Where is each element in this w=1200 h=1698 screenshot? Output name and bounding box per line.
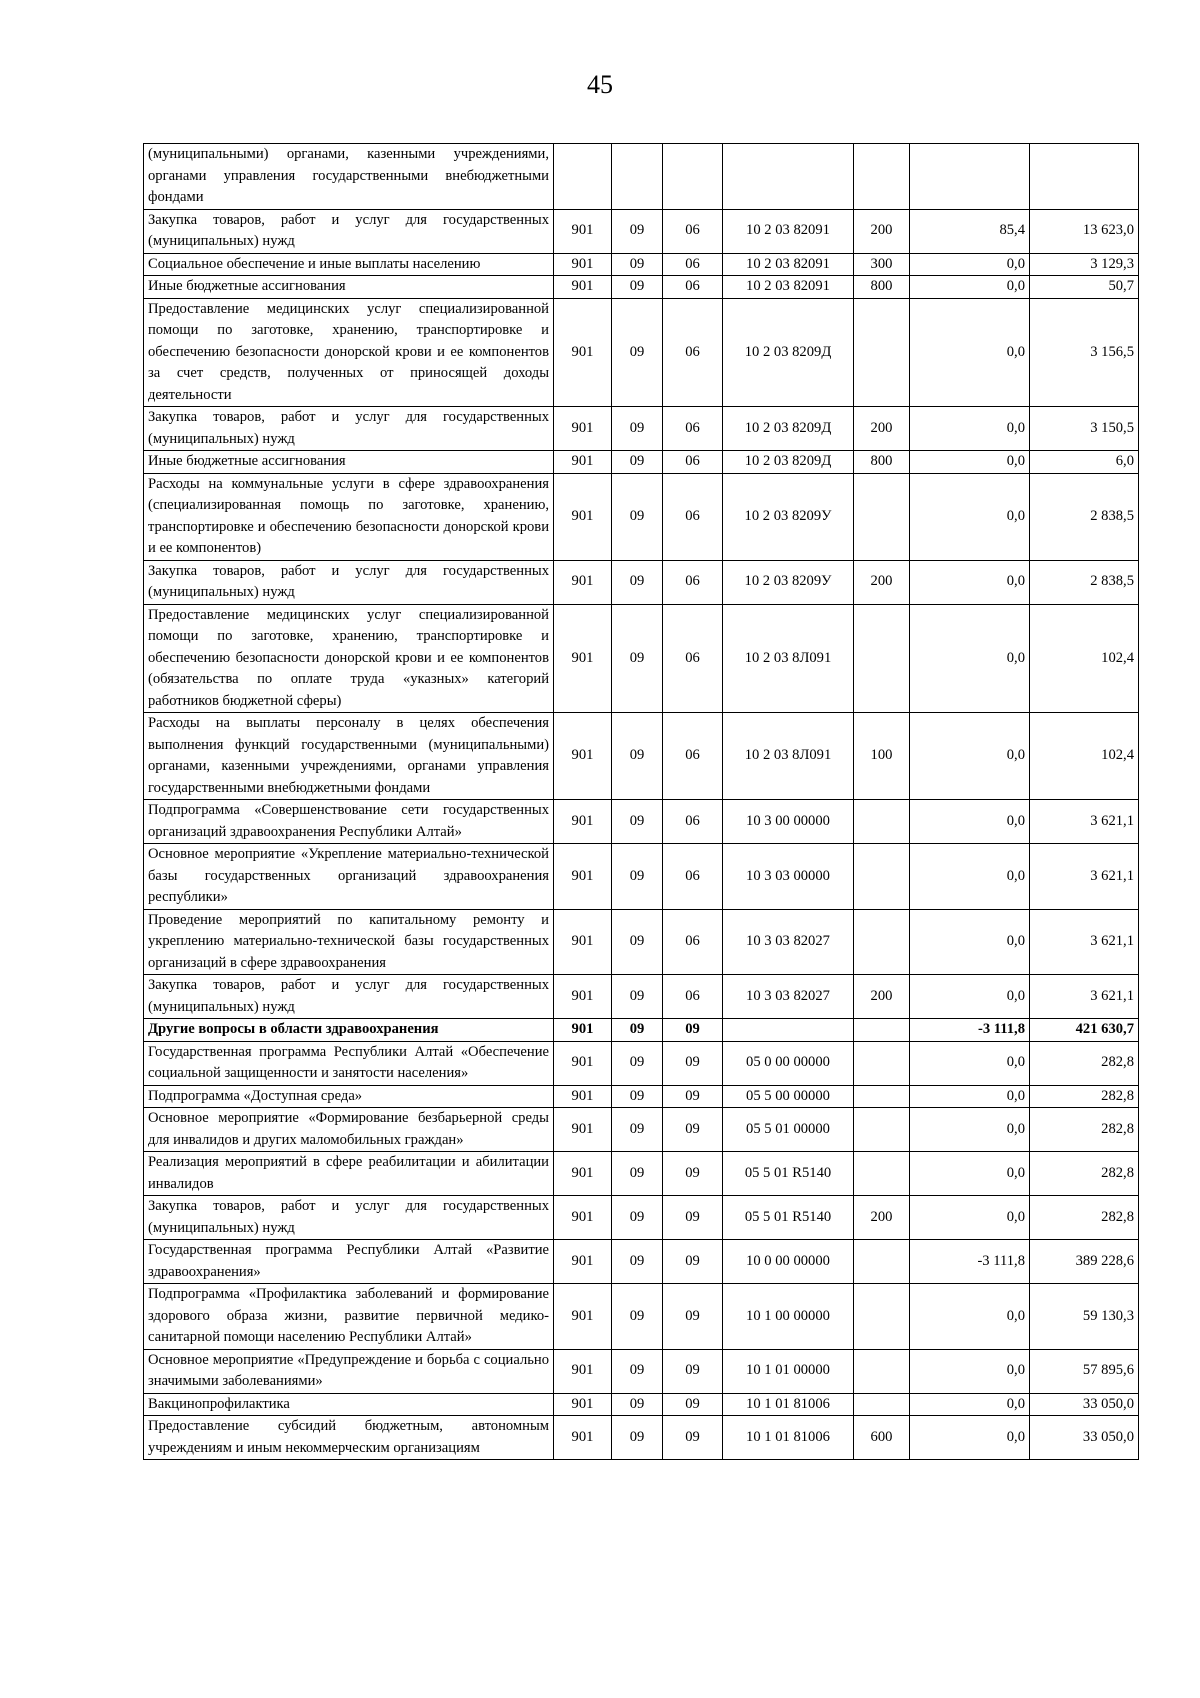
budget-table bbox=[143, 143, 1139, 1460]
change-amount-cell: 0,0 bbox=[910, 604, 1030, 713]
expense-type-code-cell bbox=[854, 1108, 910, 1152]
change-amount-cell: 0,0 bbox=[910, 844, 1030, 910]
change-amount-cell: 0,0 bbox=[910, 451, 1030, 474]
item-name-cell: Основное мероприятие «Предупреждение и борьба с социально значимыми заболеваниями» bbox=[144, 1349, 554, 1393]
ministry-code-cell: 901 bbox=[554, 844, 612, 910]
total-amount-cell: 282,8 bbox=[1030, 1152, 1139, 1196]
expense-type-code-cell: 200 bbox=[854, 1196, 910, 1240]
ministry-code-cell: 901 bbox=[554, 1108, 612, 1152]
table-row bbox=[144, 800, 1139, 844]
section-code-cell: 09 bbox=[612, 1240, 663, 1284]
ministry-code-cell: 901 bbox=[554, 1019, 612, 1042]
target-item-code-cell: 10 1 01 00000 bbox=[723, 1349, 854, 1393]
section-code-cell: 09 bbox=[612, 473, 663, 560]
ministry-code-cell: 901 bbox=[554, 276, 612, 299]
table-row bbox=[144, 253, 1139, 276]
subsection-code-cell: 06 bbox=[663, 276, 723, 299]
change-amount-cell: -3 111,8 bbox=[910, 1240, 1030, 1284]
ministry-code-cell: 901 bbox=[554, 1284, 612, 1350]
subsection-code-cell bbox=[663, 144, 723, 210]
target-item-code-cell: 10 2 03 82091 bbox=[723, 276, 854, 299]
section-code-cell: 09 bbox=[612, 1041, 663, 1085]
item-name-cell: Расходы на коммунальные услуги в сфере здравоохранения (специализированная помощь по заготовке, хранению, транспортировке и обеспечению безопасности донорской крови и ее компонентов) bbox=[144, 473, 554, 560]
target-item-code-cell: 10 2 03 8209У bbox=[723, 560, 854, 604]
change-amount-cell: 0,0 bbox=[910, 253, 1030, 276]
target-item-code-cell: 10 3 03 82027 bbox=[723, 975, 854, 1019]
total-amount-cell: 2 838,5 bbox=[1030, 560, 1139, 604]
table-row bbox=[144, 1196, 1139, 1240]
ministry-code-cell: 901 bbox=[554, 407, 612, 451]
subsection-code-cell: 06 bbox=[663, 451, 723, 474]
target-item-code-cell: 10 3 03 00000 bbox=[723, 844, 854, 910]
total-amount-cell: 3 156,5 bbox=[1030, 298, 1139, 407]
table-row bbox=[144, 1019, 1139, 1042]
target-item-code-cell: 10 1 01 81006 bbox=[723, 1393, 854, 1416]
expense-type-code-cell: 800 bbox=[854, 276, 910, 299]
expense-type-code-cell bbox=[854, 1019, 910, 1042]
ministry-code-cell: 901 bbox=[554, 1349, 612, 1393]
target-item-code-cell: 10 2 03 8209Д bbox=[723, 451, 854, 474]
table-row bbox=[144, 407, 1139, 451]
item-name-cell: Основное мероприятие «Укрепление материально-технической базы государственных организаций здравоохранения республики» bbox=[144, 844, 554, 910]
subsection-code-cell: 09 bbox=[663, 1240, 723, 1284]
expense-type-code-cell bbox=[854, 1041, 910, 1085]
subsection-code-cell: 06 bbox=[663, 298, 723, 407]
total-amount-cell: 6,0 bbox=[1030, 451, 1139, 474]
table-row bbox=[144, 909, 1139, 975]
item-name-cell: Закупка товаров, работ и услуг для государственных (муниципальных) нужд bbox=[144, 1196, 554, 1240]
target-item-code-cell bbox=[723, 144, 854, 210]
total-amount-cell: 3 621,1 bbox=[1030, 844, 1139, 910]
section-code-cell: 09 bbox=[612, 1196, 663, 1240]
section-code-cell: 09 bbox=[612, 560, 663, 604]
target-item-code-cell: 10 1 01 81006 bbox=[723, 1416, 854, 1460]
change-amount-cell: 0,0 bbox=[910, 1196, 1030, 1240]
subsection-code-cell: 06 bbox=[663, 209, 723, 253]
change-amount-cell: -3 111,8 bbox=[910, 1019, 1030, 1042]
target-item-code-cell: 05 0 00 00000 bbox=[723, 1041, 854, 1085]
total-amount-cell: 59 130,3 bbox=[1030, 1284, 1139, 1350]
item-name-cell: Государственная программа Республики Алтай «Обеспечение социальной защищенности и занятости населения» bbox=[144, 1041, 554, 1085]
section-code-cell: 09 bbox=[612, 604, 663, 713]
item-name-cell: Предоставление субсидий бюджетным, автономным учреждениям и иным некоммерческим организациям bbox=[144, 1416, 554, 1460]
expense-type-code-cell bbox=[854, 1152, 910, 1196]
section-code-cell: 09 bbox=[612, 298, 663, 407]
table-row bbox=[144, 1284, 1139, 1350]
table-row bbox=[144, 473, 1139, 560]
target-item-code-cell: 10 2 03 82091 bbox=[723, 253, 854, 276]
ministry-code-cell: 901 bbox=[554, 473, 612, 560]
subsection-code-cell: 06 bbox=[663, 800, 723, 844]
section-code-cell: 09 bbox=[612, 909, 663, 975]
change-amount-cell: 0,0 bbox=[910, 1284, 1030, 1350]
total-amount-cell: 102,4 bbox=[1030, 713, 1139, 800]
total-amount-cell: 3 150,5 bbox=[1030, 407, 1139, 451]
total-amount-cell: 282,8 bbox=[1030, 1085, 1139, 1108]
section-code-cell: 09 bbox=[612, 276, 663, 299]
ministry-code-cell: 901 bbox=[554, 209, 612, 253]
table-row bbox=[144, 1085, 1139, 1108]
expense-type-code-cell bbox=[854, 909, 910, 975]
item-name-cell: Закупка товаров, работ и услуг для государственных (муниципальных) нужд bbox=[144, 560, 554, 604]
subsection-code-cell: 09 bbox=[663, 1041, 723, 1085]
ministry-code-cell: 901 bbox=[554, 298, 612, 407]
ministry-code-cell: 901 bbox=[554, 1152, 612, 1196]
section-code-cell: 09 bbox=[612, 1085, 663, 1108]
item-name-cell: Подпрограмма «Совершенствование сети государственных организаций здравоохранения Республики Алтай» bbox=[144, 800, 554, 844]
expense-type-code-cell bbox=[854, 1085, 910, 1108]
target-item-code-cell: 10 2 03 8Л091 bbox=[723, 604, 854, 713]
ministry-code-cell: 901 bbox=[554, 560, 612, 604]
change-amount-cell: 0,0 bbox=[910, 407, 1030, 451]
change-amount-cell: 0,0 bbox=[910, 713, 1030, 800]
target-item-code-cell: 05 5 00 00000 bbox=[723, 1085, 854, 1108]
section-code-cell: 09 bbox=[612, 1349, 663, 1393]
total-amount-cell: 2 838,5 bbox=[1030, 473, 1139, 560]
section-code-cell: 09 bbox=[612, 1284, 663, 1350]
target-item-code-cell: 05 5 01 R5140 bbox=[723, 1196, 854, 1240]
subsection-code-cell: 06 bbox=[663, 407, 723, 451]
target-item-code-cell: 10 3 03 82027 bbox=[723, 909, 854, 975]
total-amount-cell: 3 621,1 bbox=[1030, 909, 1139, 975]
subsection-code-cell: 06 bbox=[663, 844, 723, 910]
item-name-cell: Закупка товаров, работ и услуг для государственных (муниципальных) нужд bbox=[144, 209, 554, 253]
ministry-code-cell: 901 bbox=[554, 1041, 612, 1085]
expense-type-code-cell: 200 bbox=[854, 209, 910, 253]
ministry-code-cell: 901 bbox=[554, 1240, 612, 1284]
item-name-cell: Социальное обеспечение и иные выплаты населению bbox=[144, 253, 554, 276]
expense-type-code-cell: 300 bbox=[854, 253, 910, 276]
ministry-code-cell: 901 bbox=[554, 451, 612, 474]
item-name-cell: Подпрограмма «Доступная среда» bbox=[144, 1085, 554, 1108]
section-code-cell: 09 bbox=[612, 1108, 663, 1152]
change-amount-cell bbox=[910, 144, 1030, 210]
subsection-code-cell: 06 bbox=[663, 604, 723, 713]
change-amount-cell: 0,0 bbox=[910, 1416, 1030, 1460]
section-code-cell: 09 bbox=[612, 451, 663, 474]
subsection-code-cell: 06 bbox=[663, 713, 723, 800]
section-code-cell: 09 bbox=[612, 253, 663, 276]
section-code-cell: 09 bbox=[612, 209, 663, 253]
subsection-code-cell: 06 bbox=[663, 909, 723, 975]
total-amount-cell: 282,8 bbox=[1030, 1041, 1139, 1085]
table-row bbox=[144, 144, 1139, 210]
expense-type-code-cell bbox=[854, 800, 910, 844]
ministry-code-cell: 901 bbox=[554, 1085, 612, 1108]
expense-type-code-cell: 200 bbox=[854, 975, 910, 1019]
section-code-cell bbox=[612, 144, 663, 210]
subsection-code-cell: 09 bbox=[663, 1284, 723, 1350]
item-name-cell: Проведение мероприятий по капитальному ремонту и укреплению материально-технической базы государственных организаций в сфере здравоохранения bbox=[144, 909, 554, 975]
section-code-cell: 09 bbox=[612, 1393, 663, 1416]
total-amount-cell: 421 630,7 bbox=[1030, 1019, 1139, 1042]
ministry-code-cell: 901 bbox=[554, 975, 612, 1019]
subsection-code-cell: 06 bbox=[663, 473, 723, 560]
change-amount-cell: 0,0 bbox=[910, 1349, 1030, 1393]
subsection-code-cell: 06 bbox=[663, 560, 723, 604]
expense-type-code-cell bbox=[854, 604, 910, 713]
change-amount-cell: 0,0 bbox=[910, 1085, 1030, 1108]
change-amount-cell: 0,0 bbox=[910, 1041, 1030, 1085]
target-item-code-cell: 10 2 03 8Л091 bbox=[723, 713, 854, 800]
table-row bbox=[144, 713, 1139, 800]
table-row bbox=[144, 1152, 1139, 1196]
total-amount-cell: 33 050,0 bbox=[1030, 1393, 1139, 1416]
total-amount-cell bbox=[1030, 144, 1139, 210]
total-amount-cell: 389 228,6 bbox=[1030, 1240, 1139, 1284]
item-name-cell: Другие вопросы в области здравоохранения bbox=[144, 1019, 554, 1042]
ministry-code-cell: 901 bbox=[554, 909, 612, 975]
expense-type-code-cell bbox=[854, 473, 910, 560]
subsection-code-cell: 09 bbox=[663, 1108, 723, 1152]
target-item-code-cell: 10 2 03 8209Д bbox=[723, 407, 854, 451]
page-number: 45 bbox=[587, 70, 613, 99]
section-code-cell: 09 bbox=[612, 407, 663, 451]
change-amount-cell: 0,0 bbox=[910, 909, 1030, 975]
section-code-cell: 09 bbox=[612, 800, 663, 844]
item-name-cell: Предоставление медицинских услуг специализированной помощи по заготовке, хранению, транспортировке и обеспечению безопасности донорской крови и ее компонентов (обязательства по оплате труда «указных» категорий работников бюджетной сферы) bbox=[144, 604, 554, 713]
ministry-code-cell: 901 bbox=[554, 800, 612, 844]
target-item-code-cell: 10 2 03 82091 bbox=[723, 209, 854, 253]
change-amount-cell: 85,4 bbox=[910, 209, 1030, 253]
table-row bbox=[144, 1041, 1139, 1085]
change-amount-cell: 0,0 bbox=[910, 298, 1030, 407]
expense-type-code-cell bbox=[854, 1349, 910, 1393]
change-amount-cell: 0,0 bbox=[910, 560, 1030, 604]
expense-type-code-cell bbox=[854, 1393, 910, 1416]
change-amount-cell: 0,0 bbox=[910, 1108, 1030, 1152]
subsection-code-cell: 09 bbox=[663, 1152, 723, 1196]
ministry-code-cell bbox=[554, 144, 612, 210]
target-item-code-cell: 10 0 00 00000 bbox=[723, 1240, 854, 1284]
table-row bbox=[144, 1416, 1139, 1460]
expense-type-code-cell bbox=[854, 298, 910, 407]
expense-type-code-cell: 800 bbox=[854, 451, 910, 474]
target-item-code-cell: 10 2 03 8209Д bbox=[723, 298, 854, 407]
target-item-code-cell: 10 2 03 8209У bbox=[723, 473, 854, 560]
item-name-cell: Расходы на выплаты персоналу в целях обеспечения выполнения функций государственными (муниципальными) органами, казенными учреждениями, органами управления государственными внебюджетными фондами bbox=[144, 713, 554, 800]
item-name-cell: Основное мероприятие «Формирование безбарьерной среды для инвалидов и других маломобильных граждан» bbox=[144, 1108, 554, 1152]
section-code-cell: 09 bbox=[612, 1019, 663, 1042]
total-amount-cell: 57 895,6 bbox=[1030, 1349, 1139, 1393]
table-row bbox=[144, 209, 1139, 253]
target-item-code-cell: 10 3 00 00000 bbox=[723, 800, 854, 844]
target-item-code-cell: 05 5 01 R5140 bbox=[723, 1152, 854, 1196]
table-row bbox=[144, 604, 1139, 713]
ministry-code-cell: 901 bbox=[554, 253, 612, 276]
total-amount-cell: 3 129,3 bbox=[1030, 253, 1139, 276]
ministry-code-cell: 901 bbox=[554, 713, 612, 800]
table-row bbox=[144, 1108, 1139, 1152]
total-amount-cell: 3 621,1 bbox=[1030, 800, 1139, 844]
item-name-cell: Иные бюджетные ассигнования bbox=[144, 451, 554, 474]
section-code-cell: 09 bbox=[612, 1152, 663, 1196]
expense-type-code-cell bbox=[854, 144, 910, 210]
expense-type-code-cell bbox=[854, 1240, 910, 1284]
total-amount-cell: 102,4 bbox=[1030, 604, 1139, 713]
subsection-code-cell: 09 bbox=[663, 1019, 723, 1042]
target-item-code-cell: 05 5 01 00000 bbox=[723, 1108, 854, 1152]
target-item-code-cell: 10 1 00 00000 bbox=[723, 1284, 854, 1350]
total-amount-cell: 33 050,0 bbox=[1030, 1416, 1139, 1460]
ministry-code-cell: 901 bbox=[554, 1196, 612, 1240]
item-name-cell: Вакцинопрофилактика bbox=[144, 1393, 554, 1416]
item-name-cell: Государственная программа Республики Алтай «Развитие здравоохранения» bbox=[144, 1240, 554, 1284]
expense-type-code-cell: 200 bbox=[854, 560, 910, 604]
section-code-cell: 09 bbox=[612, 975, 663, 1019]
ministry-code-cell: 901 bbox=[554, 1393, 612, 1416]
total-amount-cell: 50,7 bbox=[1030, 276, 1139, 299]
table-body bbox=[144, 144, 1139, 1460]
table-row bbox=[144, 844, 1139, 910]
change-amount-cell: 0,0 bbox=[910, 800, 1030, 844]
expense-type-code-cell bbox=[854, 1284, 910, 1350]
item-name-cell: Предоставление медицинских услуг специализированной помощи по заготовке, хранению, транспортировке и обеспечению безопасности донорской крови и ее компонентов за счет средств, полученных от приносящей доходы деятельности bbox=[144, 298, 554, 407]
ministry-code-cell: 901 bbox=[554, 604, 612, 713]
table-row bbox=[144, 975, 1139, 1019]
total-amount-cell: 282,8 bbox=[1030, 1196, 1139, 1240]
total-amount-cell: 3 621,1 bbox=[1030, 975, 1139, 1019]
ministry-code-cell: 901 bbox=[554, 1416, 612, 1460]
target-item-code-cell bbox=[723, 1019, 854, 1042]
table-row bbox=[144, 298, 1139, 407]
expense-type-code-cell: 100 bbox=[854, 713, 910, 800]
table-row bbox=[144, 1349, 1139, 1393]
expense-type-code-cell: 600 bbox=[854, 1416, 910, 1460]
item-name-cell: Реализация мероприятий в сфере реабилитации и абилитации инвалидов bbox=[144, 1152, 554, 1196]
table-row bbox=[144, 276, 1139, 299]
total-amount-cell: 13 623,0 bbox=[1030, 209, 1139, 253]
table-row bbox=[144, 1240, 1139, 1284]
expense-type-code-cell: 200 bbox=[854, 407, 910, 451]
table-row bbox=[144, 1393, 1139, 1416]
subsection-code-cell: 09 bbox=[663, 1196, 723, 1240]
subsection-code-cell: 09 bbox=[663, 1085, 723, 1108]
subsection-code-cell: 06 bbox=[663, 975, 723, 1019]
section-code-cell: 09 bbox=[612, 844, 663, 910]
total-amount-cell: 282,8 bbox=[1030, 1108, 1139, 1152]
subsection-code-cell: 06 bbox=[663, 253, 723, 276]
item-name-cell: (муниципальными) органами, казенными учреждениями, органами управления государственными внебюджетными фондами bbox=[144, 144, 554, 210]
section-code-cell: 09 bbox=[612, 713, 663, 800]
item-name-cell: Закупка товаров, работ и услуг для государственных (муниципальных) нужд bbox=[144, 407, 554, 451]
table-row bbox=[144, 451, 1139, 474]
item-name-cell: Закупка товаров, работ и услуг для государственных (муниципальных) нужд bbox=[144, 975, 554, 1019]
change-amount-cell: 0,0 bbox=[910, 975, 1030, 1019]
change-amount-cell: 0,0 bbox=[910, 1152, 1030, 1196]
change-amount-cell: 0,0 bbox=[910, 276, 1030, 299]
section-code-cell: 09 bbox=[612, 1416, 663, 1460]
item-name-cell: Иные бюджетные ассигнования bbox=[144, 276, 554, 299]
subsection-code-cell: 09 bbox=[663, 1393, 723, 1416]
change-amount-cell: 0,0 bbox=[910, 1393, 1030, 1416]
table-row bbox=[144, 560, 1139, 604]
expense-type-code-cell bbox=[854, 844, 910, 910]
item-name-cell: Подпрограмма «Профилактика заболеваний и формирование здорового образа жизни, развитие первичной медико-санитарной помощи населению Республики Алтай» bbox=[144, 1284, 554, 1350]
subsection-code-cell: 09 bbox=[663, 1416, 723, 1460]
change-amount-cell: 0,0 bbox=[910, 473, 1030, 560]
subsection-code-cell: 09 bbox=[663, 1349, 723, 1393]
